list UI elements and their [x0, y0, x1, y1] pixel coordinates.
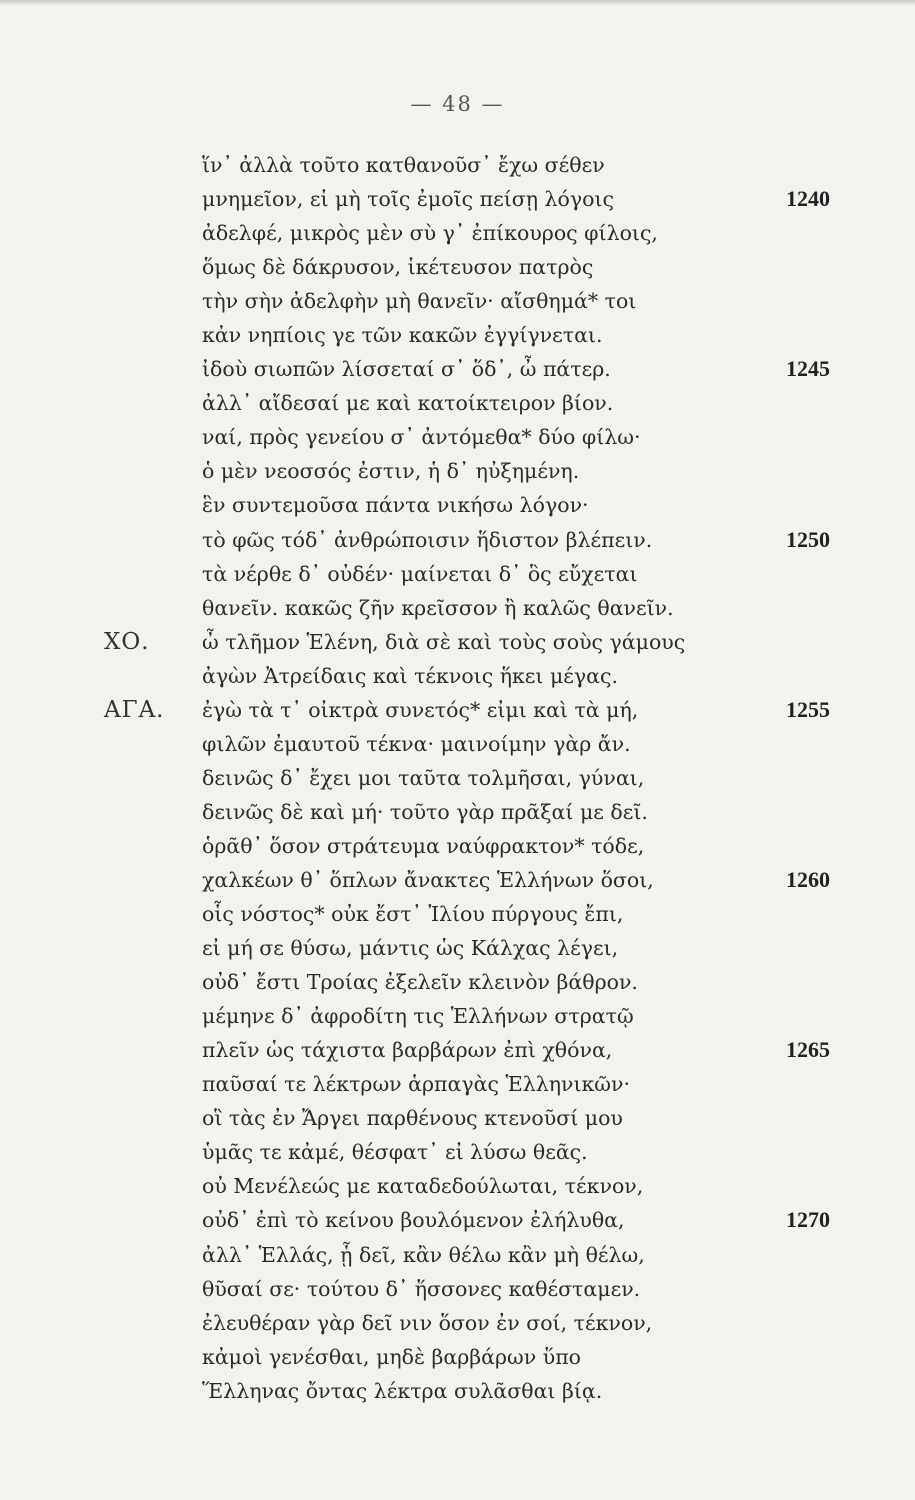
verse-line: [0, 557, 915, 591]
verse-block: [0, 148, 915, 1408]
verse-text: ὅμως δὲ δάκρυσον, ἱκέτευσον πατρὸς: [202, 255, 594, 280]
verse-line: [0, 1340, 915, 1374]
verse-line: [0, 1101, 915, 1135]
verse-text: ἐγὼ τὰ τ᾽ οἰκτρὰ συνετός* εἰμι καὶ τὰ μή,: [202, 697, 639, 722]
verse-text: δεινῶς δ᾽ ἔχει μοι ταῦτα τολμῆσαι, γύναι,: [202, 765, 645, 790]
verse-text: θανεῖν. κακῶς ζῆν κρεῖσσον ἢ καλῶς θανεῖν.: [202, 595, 674, 620]
line-number: 1270: [786, 1207, 830, 1233]
speaker-label: ΧΟ.: [104, 628, 150, 655]
verse-text: μνημεῖον, εἰ μὴ τοῖς ἐμοῖς πείσῃ λόγοις: [202, 187, 614, 212]
page-top-edge: [0, 0, 915, 6]
speaker-label: ΑΓΑ.: [104, 696, 165, 723]
verse-text: τὴν σὴν ἀδελφὴν μὴ θανεῖν· αἴσθημά* τοι: [202, 289, 637, 314]
verse-text: οὐδ᾽ ἐπὶ τὸ κείνου βουλόμενον ἐλήλυθα,: [202, 1208, 625, 1233]
verse-text: ναί, πρὸς γενείου σ᾽ ἀντόμεθα* δύο φίλω·: [202, 425, 641, 450]
verse-line: [0, 420, 915, 454]
verse-line: [0, 284, 915, 318]
verse-text: τὸ φῶς τόδ᾽ ἀνθρώποισιν ἥδιστον βλέπειν.: [202, 527, 653, 552]
verse-line: [0, 727, 915, 761]
verse-line: [0, 999, 915, 1033]
verse-text: οἳ τὰς ἐν Ἄργει παρθένους κτενοῦσί μου: [202, 1106, 623, 1131]
verse-text: ἀλλ᾽ αἴδεσαί με καὶ κατοίκτειρον βίον.: [202, 391, 614, 416]
verse-text: παῦσαί τε λέκτρων ἁρπαγὰς Ἑλληνικῶν·: [202, 1072, 630, 1097]
verse-line: [0, 318, 915, 352]
verse-line: [0, 1306, 915, 1340]
verse-line: [0, 1203, 915, 1237]
verse-line: [0, 965, 915, 999]
verse-text: ἓν συντεμοῦσα πάντα νικήσω λόγον·: [202, 493, 589, 518]
line-number: 1240: [786, 186, 830, 212]
verse-line: [0, 897, 915, 931]
verse-line: [0, 250, 915, 284]
verse-text: ἵν᾽ ἀλλὰ τοῦτο κατθανοῦσ᾽ ἔχω σέθεν: [202, 153, 605, 177]
verse-line: [0, 488, 915, 522]
verse-text: μέμηνε δ᾽ ἀφροδίτη τις Ἑλλήνων στρατῷ: [202, 1004, 634, 1029]
verse-line: [0, 1169, 915, 1203]
line-number: 1255: [786, 696, 830, 722]
verse-text: εἰ μή σε θύσω, μάντις ὡς Κάλχας λέγει,: [202, 936, 619, 961]
verse-line: [0, 829, 915, 863]
verse-line: [0, 352, 915, 386]
verse-text: κἀν νηπίοις γε τῶν κακῶν ἐγγίγνεται.: [202, 323, 603, 348]
page-number: — 48 —: [410, 92, 505, 116]
verse-text: Ἕλληνας ὄντας λέκτρα συλᾶσθαι βίᾳ.: [202, 1378, 603, 1403]
verse-line: [0, 216, 915, 250]
verse-text: οἷς νόστος* οὐκ ἔστ᾽ Ἰλίου πύργους ἔπι,: [202, 902, 624, 927]
verse-text: οὐδ᾽ ἔστι Τροίας ἐξελεῖν κλεινὸν βάθρον.: [202, 970, 638, 995]
verse-text: χαλκέων θ᾽ ὅπλων ἄνακτες Ἑλλήνων ὅσοι,: [202, 867, 654, 892]
verse-text: ἀλλ᾽ Ἑλλάς, ᾗ δεῖ, κἂν θέλω κἂν μὴ θέλω,: [202, 1242, 645, 1267]
verse-line: [0, 454, 915, 488]
verse-line: [0, 795, 915, 829]
verse-line: [0, 1374, 915, 1408]
line-number: 1245: [786, 356, 830, 382]
verse-line: [0, 523, 915, 557]
verse-line: [0, 1033, 915, 1067]
verse-line: [0, 863, 915, 897]
verse-line: [0, 1135, 915, 1169]
verse-text: ἀδελφέ, μικρὸς μὲν σὺ γ᾽ ἐπίκουρος φίλοις,: [202, 221, 658, 246]
verse-line: [0, 931, 915, 965]
line-number: 1265: [786, 1037, 830, 1063]
verse-text: ἰδοὺ σιωπῶν λίσσεταί σ᾽ ὅδ᾽, ὦ πάτερ.: [202, 357, 611, 382]
verse-line: [0, 148, 915, 182]
verse-text: ὁ μὲν νεοσσός ἐστιν, ἡ δ᾽ ηὐξημένη.: [202, 459, 580, 484]
verse-text: οὐ Μενέλεώς με καταδεδούλωται, τέκνον,: [202, 1174, 644, 1199]
verse-text: ὑμᾶς τε κἀμέ, θέσφατ᾽ εἰ λύσω θεᾶς.: [202, 1140, 588, 1165]
verse-text: θῦσαί σε· τούτου δ᾽ ἥσσονες καθέσταμεν.: [202, 1276, 641, 1301]
verse-text: πλεῖν ὡς τάχιστα βαρβάρων ἐπὶ χθόνα,: [202, 1038, 613, 1063]
verse-line: [0, 659, 915, 693]
line-number: 1260: [786, 866, 830, 892]
verse-text: δεινῶς δὲ καὶ μή· τοῦτο γὰρ πρᾶξαί με δεῖ.: [202, 799, 648, 824]
verse-line: [0, 625, 915, 659]
verse-line: [0, 182, 915, 216]
verse-line: [0, 386, 915, 420]
verse-line: [0, 693, 915, 727]
verse-line: [0, 761, 915, 795]
verse-line: [0, 591, 915, 625]
verse-line: [0, 1272, 915, 1306]
verse-text: ἀγὼν Ἀτρείδαις καὶ τέκνοις ἥκει μέγας.: [202, 663, 618, 688]
line-number: 1250: [786, 526, 830, 552]
verse-text: ἐλευθέραν γὰρ δεῖ νιν ὅσον ἐν σοί, τέκνον,: [202, 1310, 653, 1335]
verse-text: κἀμοὶ γενέσθαι, μηδὲ βαρβάρων ὕπο: [202, 1344, 582, 1369]
verse-line: [0, 1238, 915, 1272]
verse-text: ὁρᾶθ᾽ ὅσον στράτευμα ναύφρακτον* τόδε,: [202, 833, 645, 858]
verse-text: τὰ νέρθε δ᾽ οὐδέν· μαίνεται δ᾽ ὃς εὔχεται: [202, 561, 638, 586]
verse-text: φιλῶν ἐμαυτοῦ τέκνα· μαινοίμην γὰρ ἄν.: [202, 731, 631, 756]
verse-line: [0, 1067, 915, 1101]
verse-text: ὦ τλῆμον Ἑλένη, διὰ σὲ καὶ τοὺς σοὺς γάμους: [202, 629, 686, 654]
